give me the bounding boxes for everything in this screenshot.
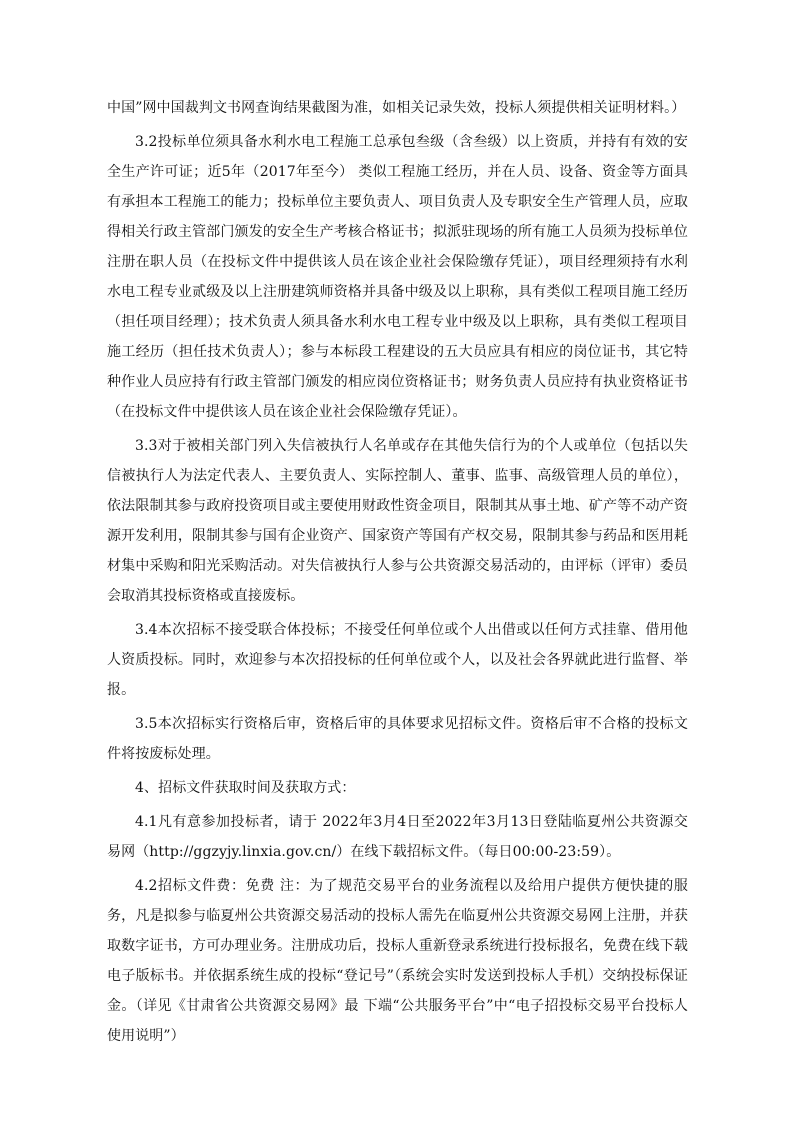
section-4-heading: 4、招标文件获取时间及获取方式： bbox=[135, 780, 356, 796]
paragraph-4-1-download-period: 4.1凡有意参加投标者，请于 2022年3月4日至2022年3月13日登陆临夏州公共资源交易网（http://ggzyjy.linxia.gov.cn/）在线下载招标文件。（每日00:00-23:59）。 bbox=[107, 814, 688, 860]
paragraph-3-3-dishonest-parties: 3.3对于被相关部门列入失信被执行人名单或存在其他失信行为的个人或单位（包括以失信被执行人为法定代表人、主要负责人、实际控制人、董事、监事、高级管理人员的单位），依法限制其参与政府投资项目或主要使用财政性资金项目，限制其从事土地、矿产等不动产资源开发利用，限制其参与国有企业资产、国家资产等国有产权交易，限制其参与药品和医用耗材集中采购和阳光采购活动。对失信被执行人参与公共资源交易活动的，由评标（评审）委员会取消其投标资格或直接废标。 bbox=[107, 438, 688, 604]
paragraph-3-2-qualifications: 3.2投标单位须具备水利水电工程施工总承包叁级（含叁级）以上资质，并持有有效的安全生产许可证；近5年（2017年至今） 类似工程施工经历，并在人员、设备、资金等方面具有承担本工程施工的能力；投标单位主要负责人、项目负责人及专职安全生产管理人员，应取得相关行政主管部门颁发的安全生产考核合格证书；拟派驻现场的所有施工人员须为投标单位注册在职人员（在投标文件中提供该人员在该企业社会保险缴存凭证），项目经理须持有水利水电工程专业贰级及以上注册建筑师资格并具备中级及以上职称，具有类似工程项目施工经历（担任项目经理）；技术负责人须具备水利水电工程专业中级及以上职称，具有类似工程项目施工经历（担任技术负责人）；参与本标段工程建设的五大员应具有相应的岗位证书，其它特种作业人员应持有行政主管部门颁发的相应岗位资格证书；财务负责人员应持有执业资格证书（在投标文件中提供该人员在该企业社会保险缴存凭证）。 bbox=[107, 134, 688, 420]
paragraph-4-2-document-fee: 4.2招标文件费：免费 注：为了规范交易平台的业务流程以及给用户提供方便快捷的服务，凡是拟参与临夏州公共资源交易活动的投标人需先在临夏州公共资源交易网上注册，并获取数字证书，方可办理业务。注册成功后，投标人重新登录系统进行投标报名，免费在线下载电子版标书。并依据系统生成的投标“登记号”（系统会实时发送到投标人手机）交纳投标保证金。（详见《甘肃省公共资源交易网》最 下端“公共服务平台”中“电子招投标交易平台投标人使用说明”） bbox=[107, 878, 688, 1044]
paragraph-3-5-post-qualification: 3.5本次招标实行资格后审，资格后审的具体要求见招标文件。资格后审不合格的投标文件将按废标处理。 bbox=[107, 716, 688, 762]
paragraph-note-continuation: 中国”网中国裁判文书网查询结果截图为准，如相关记录失效，投标人须提供相关证明材料。） bbox=[107, 100, 686, 116]
paragraph-3-4-no-consortium: 3.4本次招标不接受联合体投标；不接受任何单位或个人出借或以任何方式挂靠、借用他人资质投标。同时，欢迎参与本次招投标的任何单位或个人，以及社会各界就此进行监督、举报。 bbox=[107, 622, 688, 698]
document-body bbox=[107, 93, 688, 1055]
